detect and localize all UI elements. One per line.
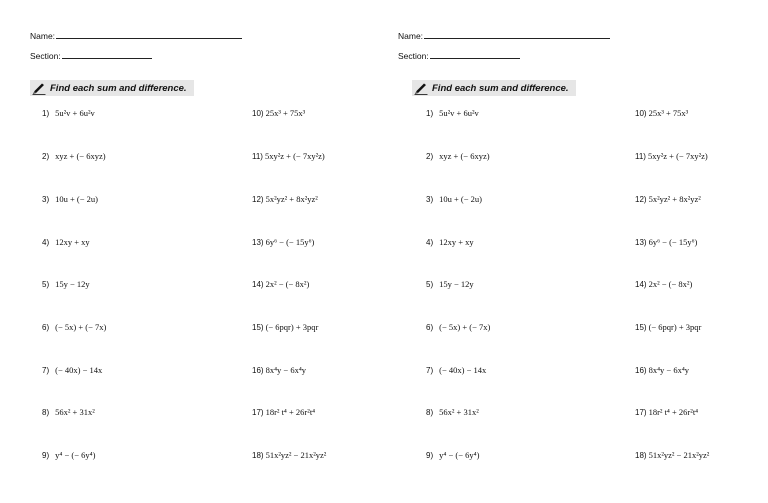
problem-number: 6)	[426, 323, 434, 332]
problem-number: 13)	[252, 238, 264, 247]
problem-number: 2)	[42, 152, 50, 161]
problem-number: 16)	[635, 366, 647, 375]
problem-item	[635, 108, 688, 118]
problem-expression: 5xy²z + (− 7xy²z)	[647, 151, 708, 161]
problem-expression: 25x³ + 75x³	[265, 108, 306, 118]
problem-number: 17)	[635, 408, 647, 417]
problem-expression: 15y − 12y	[55, 279, 90, 289]
problem-item	[252, 194, 318, 204]
problem-expression: y⁴ − (− 6y⁴)	[55, 450, 96, 460]
problem-expression: (− 6pqr) + 3pqr	[265, 322, 319, 332]
instruction-banner	[30, 80, 194, 96]
problem-number: 11)	[635, 152, 646, 161]
problem-expression: 5x²yz² + 8x²yz²	[648, 194, 701, 204]
name-blank-line[interactable]	[424, 31, 610, 39]
problem-number: 3)	[426, 195, 434, 204]
problem-number: 1)	[42, 109, 50, 118]
problem-item	[42, 450, 95, 460]
problem-item	[42, 108, 95, 118]
name-label: Name:	[398, 31, 424, 41]
problem-number: 5)	[426, 280, 434, 289]
problem-expression: 2x² − (− 8x²)	[265, 279, 310, 289]
pencil-icon	[32, 82, 46, 94]
problem-number: 12)	[252, 195, 264, 204]
problem-expression: 5u²v + 6u²v	[55, 108, 95, 118]
problem-number: 10)	[252, 109, 264, 118]
problem-item	[426, 237, 474, 247]
problem-item	[426, 108, 479, 118]
problem-expression: y⁴ − (− 6y⁴)	[439, 450, 480, 460]
problem-number: 15)	[252, 323, 264, 332]
instruction-text: Find each sum and difference.	[432, 82, 569, 94]
problem-expression: 56x² + 31x²	[439, 407, 479, 417]
problem-item	[635, 237, 697, 247]
problem-number: 4)	[42, 238, 50, 247]
instruction-banner	[412, 80, 576, 96]
problem-item	[635, 365, 689, 375]
problem-expression: 10u + (− 2u)	[55, 194, 98, 204]
section-label: Section:	[398, 51, 429, 61]
problem-item	[252, 450, 326, 460]
problem-number: 13)	[635, 238, 647, 247]
section-blank-line[interactable]	[430, 51, 520, 59]
name-label: Name:	[30, 31, 56, 41]
section-label: Section:	[30, 51, 61, 61]
problem-item	[635, 407, 698, 417]
problem-expression: (− 40x) − 14x	[439, 365, 487, 375]
problem-number: 2)	[426, 152, 434, 161]
problem-expression: 5x²yz² + 8x²yz²	[265, 194, 318, 204]
problem-number: 6)	[42, 323, 50, 332]
problem-number: 14)	[252, 280, 264, 289]
problem-expression: 2x² − (− 8x²)	[648, 279, 693, 289]
name-blank-line[interactable]	[56, 31, 242, 39]
problem-number: 12)	[635, 195, 647, 204]
problem-expression: 8x⁴y − 6x⁴y	[265, 365, 307, 375]
section-field[interactable]	[398, 51, 520, 61]
problem-item	[252, 407, 315, 417]
problem-expression: 51x²yz² − 21x²yz²	[648, 450, 710, 460]
problem-item	[42, 407, 95, 417]
problem-item	[42, 279, 90, 289]
name-field[interactable]	[30, 31, 242, 41]
problem-item	[635, 279, 692, 289]
problem-expression: 8x⁴y − 6x⁴y	[648, 365, 690, 375]
problem-item	[252, 279, 309, 289]
problem-item	[635, 450, 709, 460]
problem-expression: xyz + (− 6xyz)	[55, 151, 106, 161]
problem-expression: 5u²v + 6u²v	[439, 108, 479, 118]
problem-item	[426, 151, 490, 161]
problem-number: 16)	[252, 366, 264, 375]
problem-item	[426, 279, 474, 289]
problem-expression: 6y⁶ − (− 15y⁶)	[648, 237, 698, 247]
problem-item	[252, 151, 325, 161]
problem-number: 9)	[426, 451, 434, 460]
problem-item	[635, 322, 701, 332]
problem-expression: (− 6pqr) + 3pqr	[648, 322, 702, 332]
problem-number: 5)	[42, 280, 50, 289]
problem-expression: (− 40x) − 14x	[55, 365, 103, 375]
problem-expression: 15y − 12y	[439, 279, 474, 289]
problem-expression: 12xy + xy	[55, 237, 90, 247]
problem-item	[42, 151, 106, 161]
problem-number: 14)	[635, 280, 647, 289]
problem-number: 15)	[635, 323, 647, 332]
problem-expression: 12xy + xy	[439, 237, 474, 247]
section-field[interactable]	[30, 51, 152, 61]
problem-item	[42, 322, 106, 332]
problem-number: 4)	[426, 238, 434, 247]
problem-expression: 56x² + 31x²	[55, 407, 95, 417]
problem-item	[252, 237, 314, 247]
problem-expression: xyz + (− 6xyz)	[439, 151, 490, 161]
problem-number: 17)	[252, 408, 264, 417]
problem-item	[252, 322, 318, 332]
problem-number: 9)	[42, 451, 50, 460]
problem-expression: 25x³ + 75x³	[648, 108, 689, 118]
problem-number: 7)	[426, 366, 434, 375]
problem-number: 8)	[426, 408, 434, 417]
problem-number: 1)	[426, 109, 434, 118]
problem-number: 18)	[252, 451, 264, 460]
problem-item	[635, 194, 701, 204]
problem-expression: (− 5x) + (− 7x)	[439, 322, 491, 332]
problem-expression: 10u + (− 2u)	[439, 194, 482, 204]
instruction-text: Find each sum and difference.	[50, 82, 187, 94]
problem-item	[426, 365, 486, 375]
problem-item	[426, 194, 482, 204]
problem-item	[635, 151, 708, 161]
problem-item	[252, 108, 305, 118]
problem-expression: 18r² t⁴ + 26r²t⁴	[265, 407, 316, 417]
problem-expression: 5xy²z + (− 7xy²z)	[264, 151, 325, 161]
problem-number: 7)	[42, 366, 50, 375]
problem-item	[426, 450, 479, 460]
problem-item	[42, 237, 90, 247]
problem-number: 18)	[635, 451, 647, 460]
problem-number: 10)	[635, 109, 647, 118]
problem-number: 3)	[42, 195, 50, 204]
problem-expression: (− 5x) + (− 7x)	[55, 322, 107, 332]
problem-expression: 51x²yz² − 21x²yz²	[265, 450, 327, 460]
name-field[interactable]	[398, 31, 610, 41]
problem-number: 8)	[42, 408, 50, 417]
problem-item	[42, 365, 102, 375]
problem-expression: 18r² t⁴ + 26r²t⁴	[648, 407, 699, 417]
problem-item	[252, 365, 306, 375]
problem-expression: 6y⁶ − (− 15y⁶)	[265, 237, 315, 247]
worksheet-right	[384, 0, 768, 503]
problem-item	[426, 322, 490, 332]
problem-item	[426, 407, 479, 417]
pencil-icon	[414, 82, 428, 94]
problem-number: 11)	[252, 152, 263, 161]
problem-item	[42, 194, 98, 204]
section-blank-line[interactable]	[62, 51, 152, 59]
